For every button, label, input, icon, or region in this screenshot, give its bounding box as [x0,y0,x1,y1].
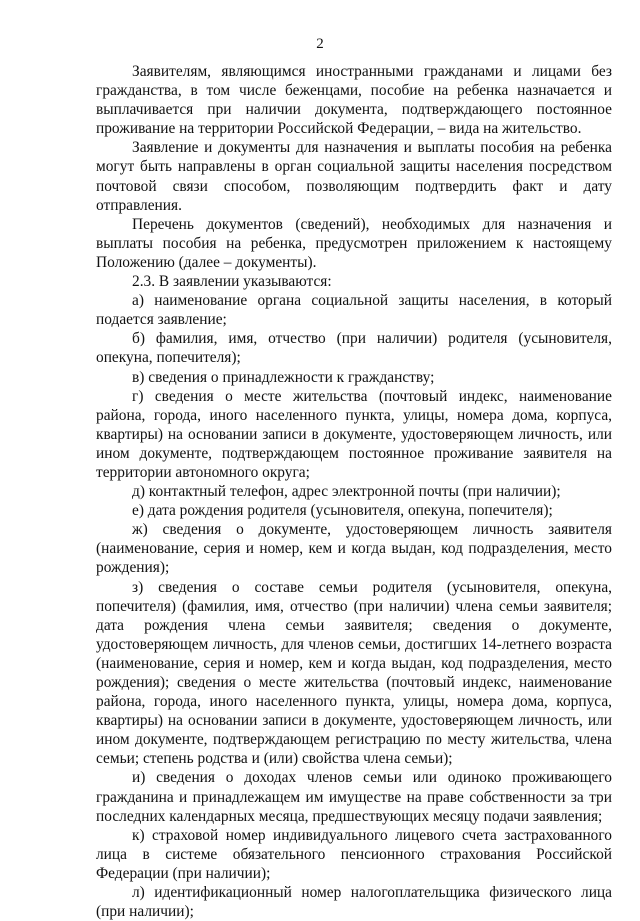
list-item-l: л) идентификационный номер налогоплательщика физического лица (при наличии); [96,884,612,921]
list-item-z: з) сведения о составе семьи родителя (усыновителя, опекуна, попечителя) (фамилия, имя, отчество (при наличии) члена семьи заявителя; дата рождения члена семьи заявителя; сведения о документе, удостоверяющем личность, для членов семьи, достигших 14-летнего возраста (наименование, серия и номер, кем и когда выдан, код подразделения, место рождения); сведения о месте жительства (почтовый индекс, наименование района, города, иного населенного пункта, улицы, номера дома, корпуса, квартиры) на основании записи в документе, удостоверяющем личность, или ином документе, подтверждающем регистрацию по месту жительства, члена семьи; степень родства и (или) свойства члена семьи); [96,578,612,768]
list-item-k: к) страховой номер индивидуального лицевого счета застрахованного лица в системе обязательного пенсионного страхования Российской Федерации (при наличии); [96,826,612,882]
list-item-a: а) наименование органа социальной защиты населения, в который подается заявление; [96,292,612,329]
paragraph-postal-submission: Заявление и документы для назначения и выплаты пособия на ребенка могут быть направлены в орган социальной защиты населения посредством почтовой связи способом, позволяющим подтвердить факт и дату отправления. [96,139,612,214]
list-item-zh: ж) сведения о документе, удостоверяющем личность заявителя (наименование, серия и номер, кем и когда выдан, код подразделения, место рождения); [96,521,612,577]
list-item-i: и) сведения о доходах членов семьи или одиноко проживающего гражданина и принадлежащем им имуществе на праве собственности за три последних календарных месяца, предшествующих месяцу подачи заявления; [96,769,612,825]
list-item-e: е) дата рождения родителя (усыновителя, опекуна, попечителя); [132,502,553,520]
list-item-b: б) фамилия, имя, отчество (при наличии) родителя (усыновителя, опекуна, попечителя); [96,330,612,367]
paragraph-documents-list: Перечень документов (сведений), необходимых для назначения и выплаты пособия на ребенка, предусмотрен приложением к настоящему Положению (далее – документы). [96,215,612,271]
list-item-d: д) контактный телефон, адрес электронной почты (при наличии); [132,483,561,501]
list-item-g: г) сведения о месте жительства (почтовый индекс, наименование района, города, иного населенного пункта, улицы, номера дома, корпуса, квартиры) на основании записи в документе, удостоверяющем личность, или ином документе, подтверждающем постоянное проживание заявителя на территории автономного округа; [96,387,612,481]
page-number: 2 [316,36,324,52]
section-heading-2-3: 2.3. В заявлении указываются: [132,273,332,291]
document-body [96,62,612,921]
list-item-v: в) сведения о принадлежности к гражданству; [132,368,435,386]
paragraph-foreign-citizens: Заявителям, являющимся иностранными гражданами и лицами без гражданства, в том числе беженцами, пособие на ребенка назначается и выплачивается при наличии документа, подтверждающего постоянное проживание на территории Российской Федерации, – вида на жительство. [96,63,612,138]
